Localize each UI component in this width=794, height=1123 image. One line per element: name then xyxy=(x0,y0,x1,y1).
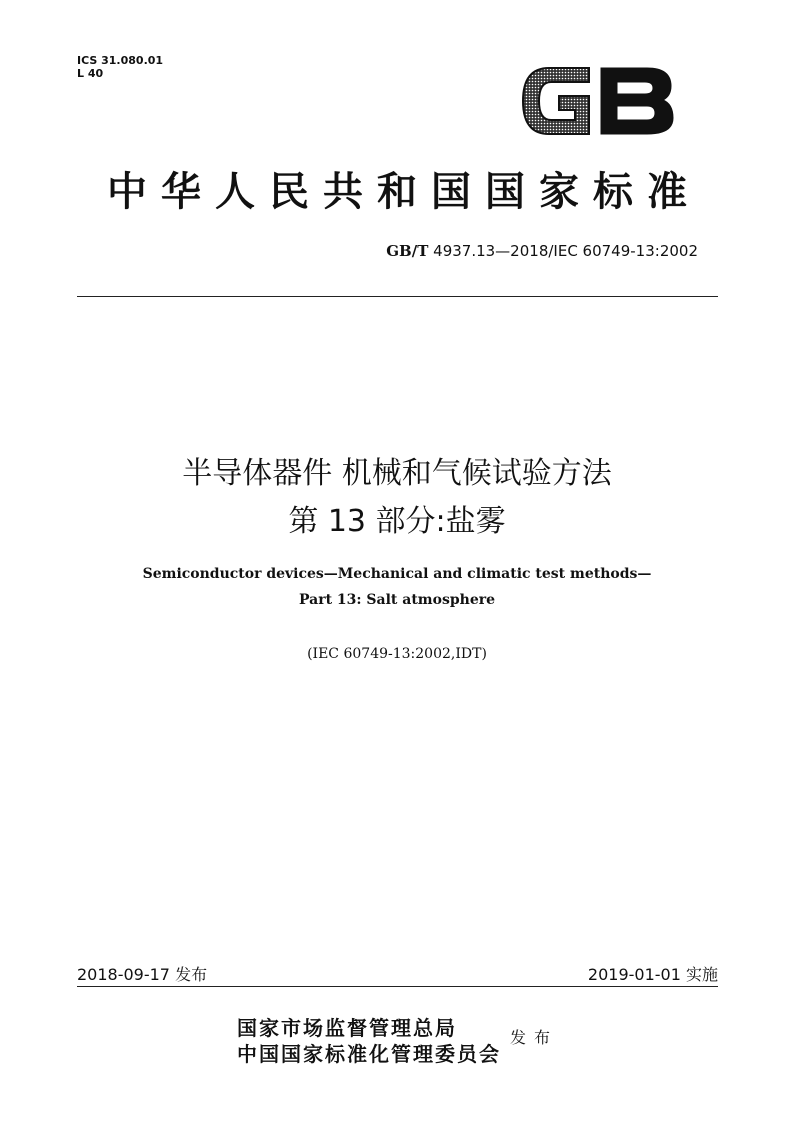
standard-number xyxy=(386,242,698,260)
equivalence-note: (IEC 60749-13:2002,IDT) xyxy=(307,646,487,662)
issue-date: 2018-09-17 发布 xyxy=(77,965,208,984)
standard-number-prefix: GB/T xyxy=(386,242,429,260)
implementation-date: 2019-01-01 实施 xyxy=(587,965,718,984)
title-en-line2: Part 13: Salt atmosphere xyxy=(298,592,496,608)
title-cn-line1: 半导体器件 机械和气候试验方法 xyxy=(182,456,612,491)
gb-logo xyxy=(519,62,677,140)
publish-label: 发布 xyxy=(510,1028,559,1047)
top-divider xyxy=(77,296,718,297)
ccs-code: L 40 xyxy=(77,67,104,80)
title-cn-line2: 第 13 部分:盐雾 xyxy=(288,504,506,539)
ics-code: ICS 31.080.01 xyxy=(77,54,164,67)
issuer-line2: 中国国家标准化管理委员会 xyxy=(237,1042,501,1066)
ics-code-block xyxy=(77,54,163,80)
issuer-line1: 国家市场监督管理总局 xyxy=(237,1016,457,1040)
bottom-divider xyxy=(77,986,718,987)
title-en-line1: Semiconductor devices—Mechanical and climatic test methods— xyxy=(142,566,652,582)
national-standard-title: 中华人民共和国国家标准 xyxy=(107,168,701,215)
standard-number-rest: 4937.13—2018/IEC 60749-13:2002 xyxy=(433,242,698,260)
